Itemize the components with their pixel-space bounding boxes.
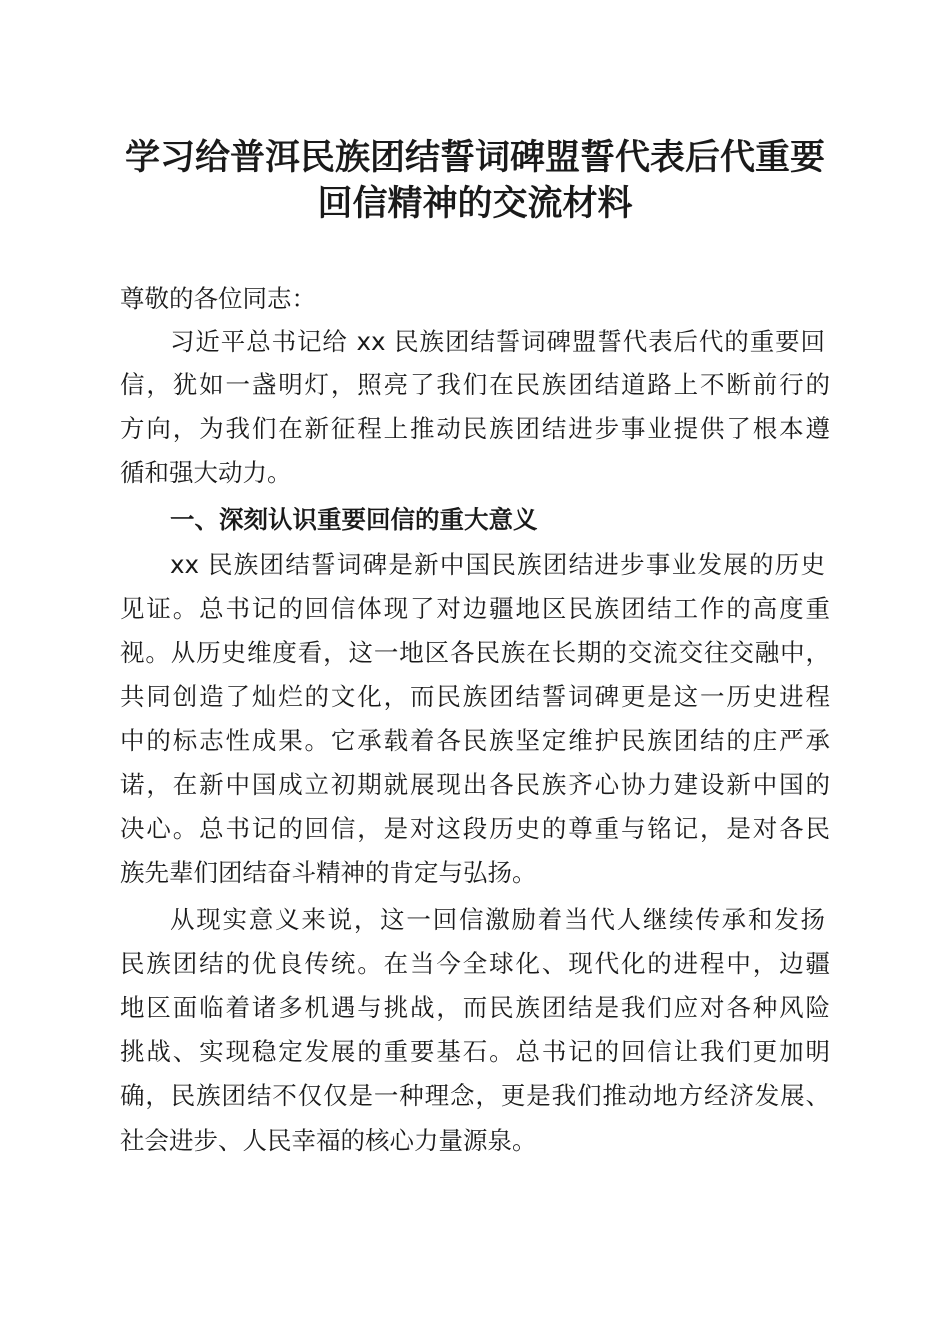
paragraph-line: xx 民族团结誓词碑是新中国民族团结进步事业发展的历史	[170, 550, 825, 579]
paragraph-line: 地区面临着诸多机遇与挑战，而民族团结是我们应对各种风险	[120, 993, 830, 1022]
paragraph-line: 决心。总书记的回信，是对这段历史的尊重与铭记，是对各民	[120, 814, 830, 843]
paragraph-line: 共同创造了灿烂的文化，而民族团结誓词碑更是这一历史进程	[120, 682, 830, 711]
paragraph-line: 视。从历史维度看，这一地区各民族在长期的交流交往交融中，	[120, 638, 830, 667]
paragraph-line: 中的标志性成果。它承载着各民族坚定维护民族团结的庄严承	[120, 726, 830, 755]
section-heading: 一、深刻认识重要回信的重大意义	[170, 505, 538, 534]
intro-line: 信，犹如一盏明灯，照亮了我们在民族团结道路上不断前行的	[120, 370, 830, 399]
paragraph-line: 民族团结的优良传统。在当今全球化、现代化的进程中，边疆	[120, 949, 830, 978]
paragraph-line: 社会进步、人民幸福的核心力量源泉。	[120, 1126, 537, 1155]
intro-line: 方向，为我们在新征程上推动民族团结进步事业提供了根本遵	[120, 414, 830, 443]
paragraph-line: 见证。总书记的回信体现了对边疆地区民族团结工作的高度重	[120, 594, 830, 623]
paragraph-line: 挑战、实现稳定发展的重要基石。总书记的回信让我们更加明	[120, 1037, 830, 1066]
document-title-line-1: 学习给普洱民族团结誓词碑盟誓代表后代重要	[124, 137, 825, 178]
paragraph-line: 诺，在新中国成立初期就展现出各民族齐心协力建设新中国的	[120, 770, 830, 799]
document-title-line-2: 回信精神的交流材料	[317, 183, 633, 224]
paragraph-line: 确，民族团结不仅仅是一种理念，更是我们推动地方经济发展、	[120, 1081, 830, 1110]
intro-line: 习近平总书记给 xx 民族团结誓词碑盟誓代表后代的重要回	[170, 327, 825, 356]
intro-line: 循和强大动力。	[120, 458, 292, 487]
salutation: 尊敬的各位同志：	[120, 284, 316, 313]
paragraph-line: 族先辈们团结奋斗精神的肯定与弘扬。	[120, 858, 537, 887]
paragraph-line: 从现实意义来说，这一回信激励着当代人继续传承和发扬	[170, 905, 825, 934]
